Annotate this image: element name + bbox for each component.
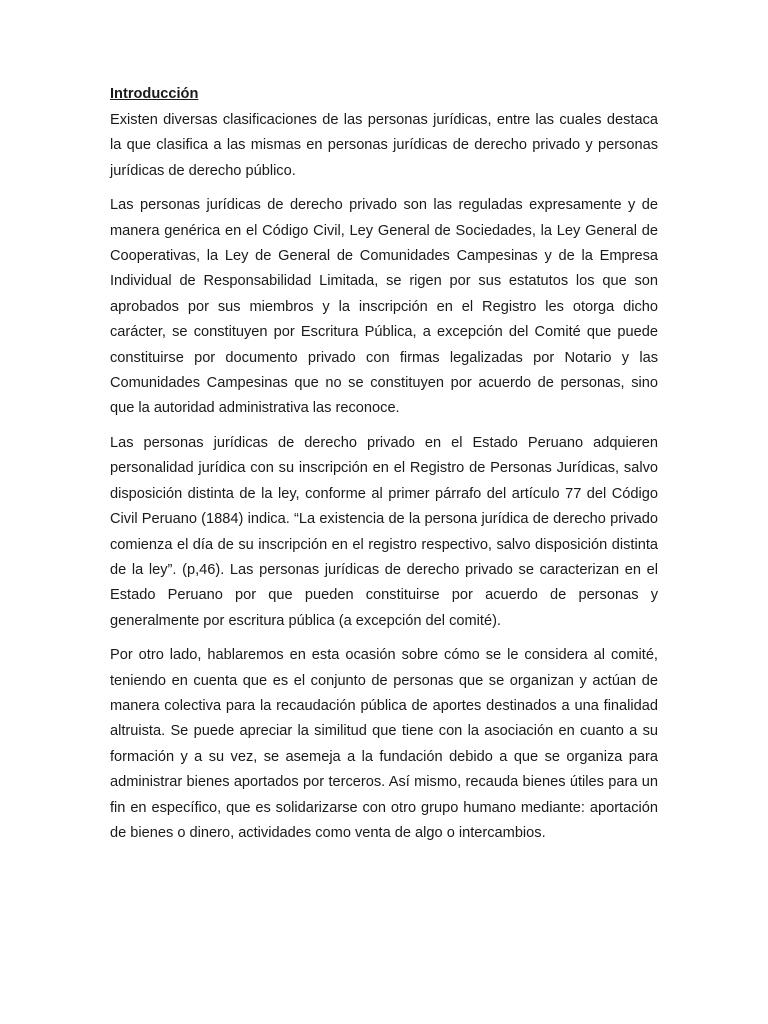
paragraph-4: Por otro lado, hablaremos en esta ocasión sobre cómo se le considera al comité, teniendo en cuenta que es el conjunto de personas que se organizan y actúan de manera colectiva para la recaudación pública de aportes destinados a una finalidad altruista. Se puede apreciar la similitud que tiene con la asociación en cuanto a su formación y a su vez, se asemeja a la fundación debido a que se organiza para administrar bienes aportados por terceros. Así mismo, recauda bienes útiles para un fin en específico, que es solidarizarse con otro grupo humano mediante: aportación de bienes o dinero, actividades como venta de algo o intercambios.: [110, 647, 658, 841]
paragraph-3: Las personas jurídicas de derecho privado en el Estado Peruano adquieren personalidad jurídica con su inscripción en el Registro de Personas Jurídicas, salvo disposición distinta de la ley, conforme al primer párrafo del artículo 77 del Código Civil Peruano (1884) indica. “La existencia de la persona jurídica de derecho privado comienza el día de su inscripción en el registro respectivo, salvo disposición distinta de la ley”. (p,46). Las personas jurídicas de derecho privado se caracterizan en el Estado Peruano por que pueden constituirse por acuerdo de personas y generalmente por escritura pública (a excepción del comité).: [110, 434, 658, 629]
paragraph-2: Las personas jurídicas de derecho privado son las reguladas expresamente y de manera genérica en el Código Civil, Ley General de Sociedades, la Ley General de Cooperativas, la Ley de General de Comunidades Campesinas y de la Empresa Individual de Responsabilidad Limitada, se rigen por sus estatutos los que son aprobados por sus miembros y la inscripción en el Registro les otorga dicho carácter, se constituyen por Escritura Pública, a excepción del Comité que puede constituirse por documento privado con firmas legalizadas por Notario y las Comunidades Campesinas que no se constituyen por acuerdo de personas, sino que la autoridad administrativa las reconoce.: [110, 197, 658, 417]
document-body: [110, 84, 658, 855]
paragraph-1: Existen diversas clasificaciones de las personas jurídicas, entre las cuales destaca la que clasifica a las mismas en personas jurídicas de derecho privado y personas jurídicas de derecho público.: [110, 112, 658, 179]
section-heading: Introducción: [110, 86, 199, 102]
